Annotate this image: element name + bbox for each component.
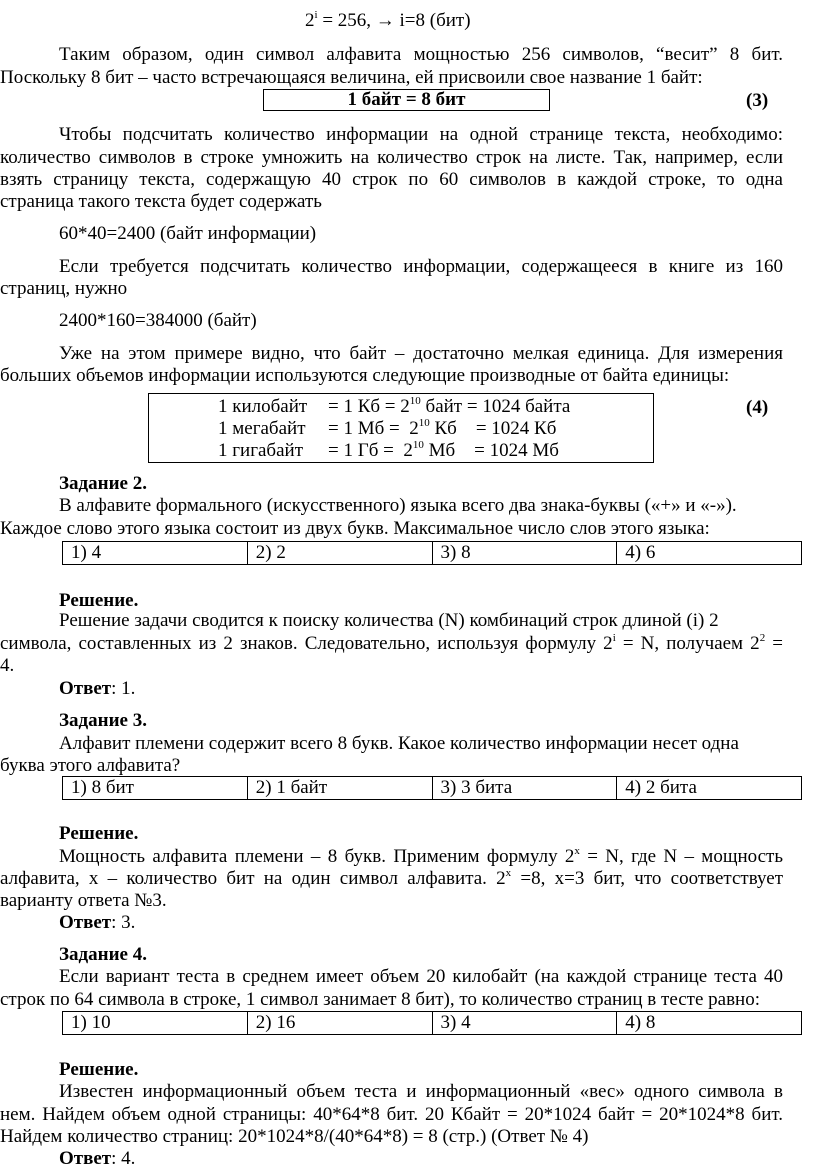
solution-title: Решение.	[59, 590, 139, 611]
paragraph-line: страница такого текста будет содержать	[0, 191, 322, 212]
paragraph-line: Чтобы подсчитать количество информации на одной странице текста, необходимо:	[59, 124, 783, 145]
solution-title: Решение.	[59, 823, 139, 844]
option-cell: 1) 8 бит	[63, 777, 248, 800]
option-cell: 1) 4	[63, 542, 248, 565]
task-text: Алфавит племени содержит всего 8 букв. Какое количество информации несет одна	[59, 733, 739, 754]
solution-text: Решение задачи сводится к поиску количества (N) комбинаций строк длиной (i) 2	[59, 610, 719, 631]
formula-box	[263, 89, 550, 111]
solution-title: Решение.	[59, 1059, 139, 1080]
option-cell: 3) 8	[432, 542, 617, 565]
paragraph-line: Таким образом, один символ алфавита мощностью 256 символов, “весит” 8 бит.	[59, 44, 783, 65]
solution-text: нем. Найдем объем одной страницы: 40*64*8 бит. 20 Кбайт = 20*1024 байт = 20*1024*8 бит.	[0, 1104, 783, 1125]
paragraph-line: количество символов в строке умножить на количество строк на листе. Так, например, если	[0, 147, 783, 168]
task-text: Каждое слово этого языка состоит из двух букв. Максимальное число слов этого языка:	[0, 518, 710, 539]
option-cell: 2) 2	[247, 542, 432, 565]
solution-text: символа, составленных из 2 знаков. Следовательно, используя формулу $2^i = N$, получаем $2^2$ =	[0, 632, 784, 654]
task-title: Задание 2.	[59, 473, 147, 494]
solution-text: Мощность алфавита племени – 8 букв. Применим формулу $2^x = N$, где N – мощность	[59, 845, 783, 867]
calculation: 60*40=2400 (байт информации)	[59, 223, 317, 244]
option-cell: 3) 3 бита	[432, 777, 617, 800]
paragraph-line: Если требуется подсчитать количество информации, содержащееся в книге из 160	[59, 256, 783, 277]
options-table	[62, 1011, 802, 1035]
task-text: строк по 64 символа в строке, 1 символ занимает 8 бит), то количество страниц в тесте равно:	[0, 989, 760, 1010]
solution-text: алфавита, x – количество бит на один символ алфавита. $2^x =8$, x=3 бит, что соответствует	[0, 867, 784, 889]
paragraph-line: больших объемов информации используются следующие производные от байта единицы:	[0, 365, 730, 386]
answer: Ответ: 3.	[59, 912, 136, 933]
option-cell: 3) 4	[432, 1012, 617, 1035]
options-table	[62, 541, 802, 565]
answer: Ответ: 1.	[59, 678, 136, 699]
task-text: Если вариант теста в среднем имеет объем 20 килобайт (на каждой странице теста 40	[59, 966, 783, 987]
option-cell: 2) 1 байт	[247, 777, 432, 800]
task-title: Задание 3.	[59, 710, 147, 731]
solution-text: Найдем количество страниц: 20*1024*8/(40*64*8) = 8 (стр.) (Ответ № 4)	[0, 1126, 589, 1147]
unit-definition: = 1 Кб = $2^{10}$ байт = 1024 байта	[328, 395, 571, 417]
option-cell: 1) 10	[63, 1012, 248, 1035]
task-title: Задание 4.	[59, 944, 147, 965]
task-text: буква этого алфавита?	[0, 755, 181, 776]
equation-number: (3)	[746, 90, 769, 111]
paragraph-line: Уже на этом примере видно, что байт – достаточно мелкая единица. Для измерения	[59, 343, 783, 364]
paragraph-line: Поскольку 8 бит – часто встречающаяся величина, ей присвоили свое название 1 байт:	[0, 67, 703, 88]
unit-definition: = 1 Мб = $2^{10}$ Кб = 1024 Кб	[328, 417, 557, 439]
paragraph-line: взять страницу текста, содержащую 40 строк по 60 символов в каждой строке, то одна	[0, 169, 783, 190]
unit-name: 1 гигабайт	[218, 440, 304, 461]
option-cell: 4) 8	[617, 1012, 802, 1035]
paragraph-line: страниц, нужно	[0, 278, 128, 299]
unit-name: 1 килобайт	[218, 396, 308, 417]
solution-text: Известен информационный объем теста и информационный «вес» одного символа в	[59, 1081, 783, 1102]
calculation: 2400*160=384000 (байт)	[59, 310, 257, 331]
answer: Ответ: 4.	[59, 1148, 136, 1169]
equation-number: (4)	[746, 397, 769, 418]
unit-definition: = 1 Гб = $2^{10}$ Мб = 1024 Мб	[328, 439, 559, 461]
unit-name: 1 мегабайт	[218, 418, 306, 439]
task-text: В алфавите формального (искусственного) языка всего два знака-буквы («+» и «-»).	[59, 495, 737, 516]
solution-text: варианту ответа №3.	[0, 890, 167, 911]
solution-text: 4.	[0, 655, 15, 676]
option-cell: 2) 16	[247, 1012, 432, 1035]
formula-box-text: 1 байт = 8 бит	[347, 89, 466, 110]
option-cell: 4) 2 бита	[617, 777, 802, 800]
options-table	[62, 776, 802, 800]
option-cell: 4) 6	[617, 542, 802, 565]
top-formula: $2^i = 256$, → i=8 (бит)	[305, 9, 471, 31]
